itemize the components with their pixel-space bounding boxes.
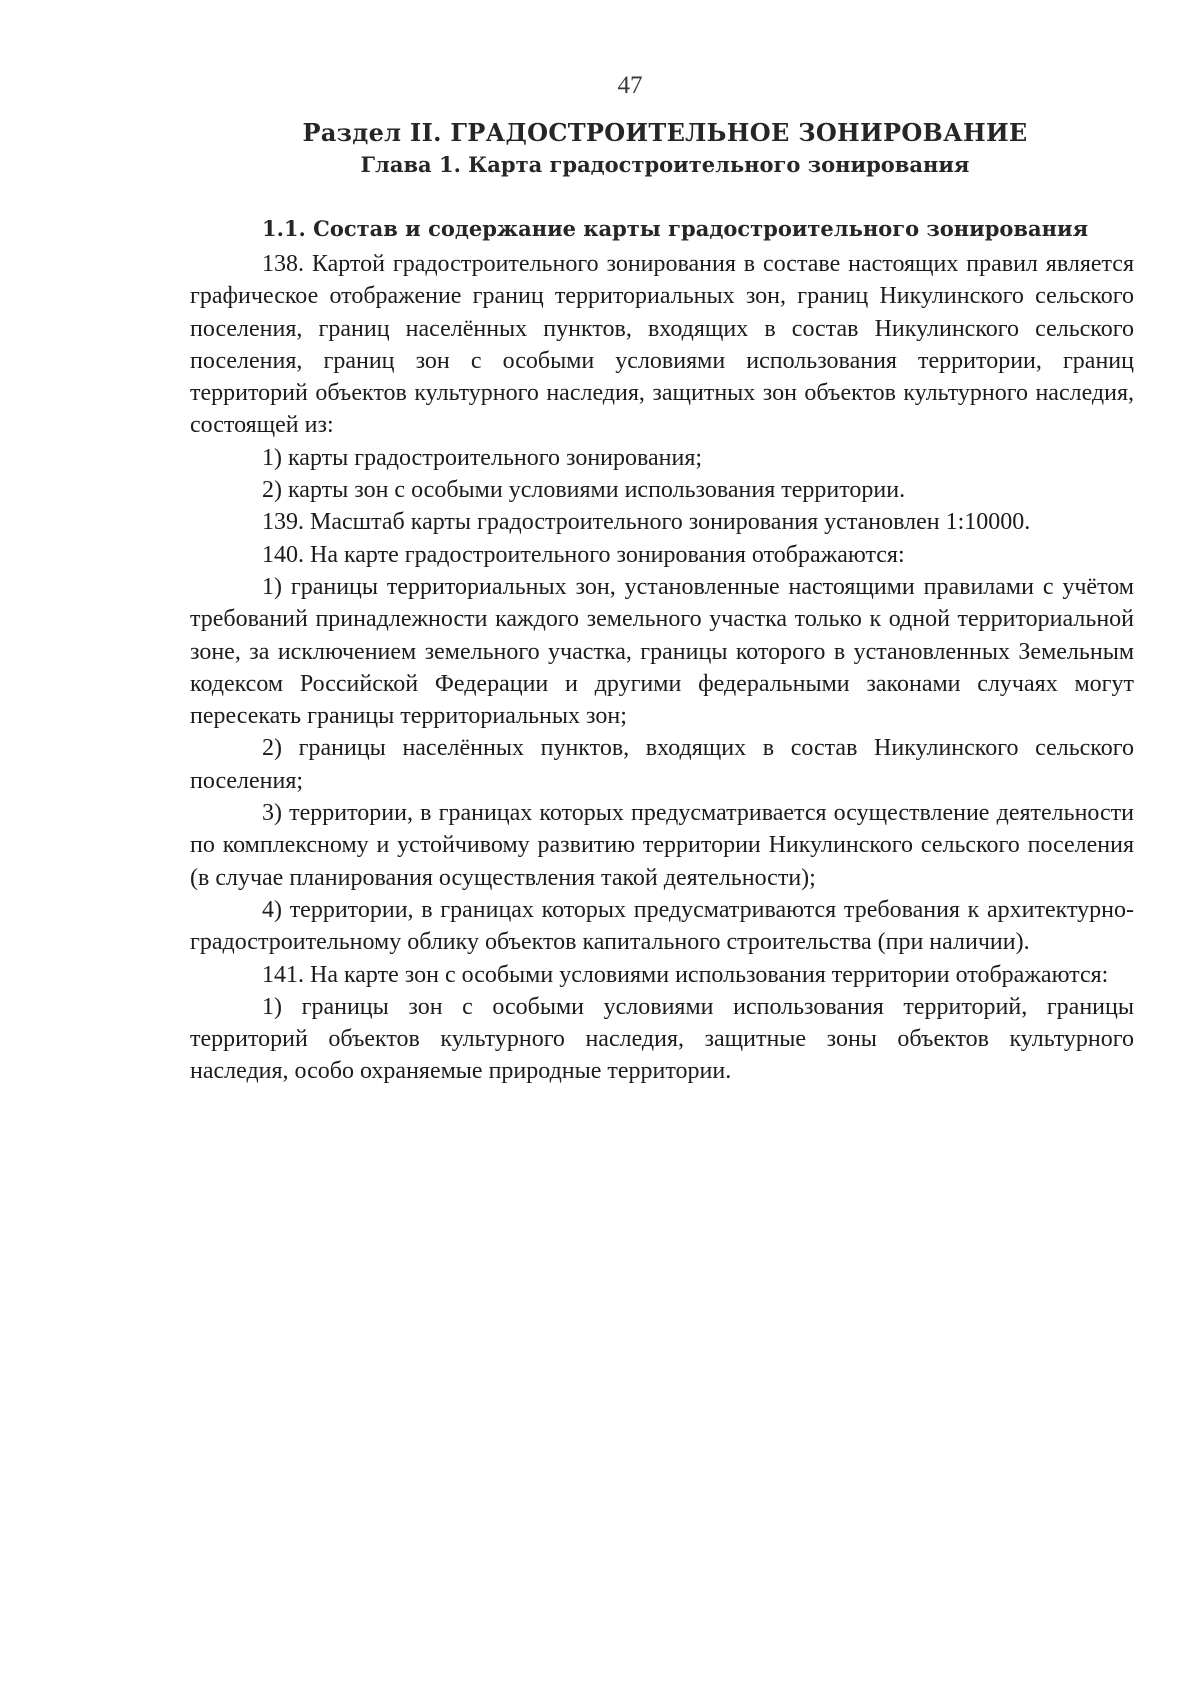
list-item-140-3: 3) территории, в границах которых предусматривается осуществление деятельности по комплексному и устойчивому развитию территории Никулинского сельского поселения (в случае планирования осуществления такой деятельности); xyxy=(190,800,1134,891)
list-item-140-1: 1) границы территориальных зон, установленные настоящими правилами с учётом требований принадлежности каждого земельного участка только к одной территориальной зоне, за исключением земельного участка, границы которого в установленных Земельным кодексом Российской Федерации и другими федеральными законами случаях могут пересекать границы территориальных зон; xyxy=(190,573,1134,730)
list-item-141-1: 1) границы зон с особыми условиями использования территорий, границы территорий объектов культурного наследия, защитные зоны объектов культурного наследия, особо охраняемые природные территории. xyxy=(190,993,1134,1085)
list-item-140-4: 4) территории, в границах которых предусматриваются требования к архитектурно-градостроительному облику объектов капитального строительства (при наличии). xyxy=(190,896,1134,956)
chapter-title: Глава 1. Карта градостроительного зонирования xyxy=(360,152,970,177)
list-item-1: 1) карты градостроительного зонирования; xyxy=(262,444,703,471)
body-text xyxy=(190,248,1134,1088)
subsection-title: 1.1. Состав и содержание карты градостроительного зонирования xyxy=(262,216,1089,241)
list-item-140-2: 2) границы населённых пунктов, входящих в состав Никулинского сельского поселения; xyxy=(190,735,1134,794)
paragraph-140: 140. На карте градостроительного зонирования отображаются: xyxy=(262,541,905,568)
paragraph-138: 138. Картой градостроительного зонирования в составе настоящих правил является графическое отображение границ территориальных зон, границ Никулинского сельского поселения, границ населённых пунктов, входящих в состав Никулинского сельского поселения, границ зон с особыми условиями использования территории, границ территорий объектов культурного наследия, защитных зон объектов культурного наследия, состоящей из: xyxy=(190,251,1134,439)
list-item-2: 2) карты зон с особыми условиями использования территории. xyxy=(262,477,906,504)
paragraph-139: 139. Масштаб карты градостроительного зонирования установлен 1:10000. xyxy=(262,509,1031,536)
paragraph-141: 141. На карте зон с особыми условиями использования территории отображаются: xyxy=(262,961,1109,988)
section-title: Раздел II. ГРАДОСТРОИТЕЛЬНОЕ ЗОНИРОВАНИЕ xyxy=(302,118,1028,147)
page-number: 47 xyxy=(617,72,643,99)
